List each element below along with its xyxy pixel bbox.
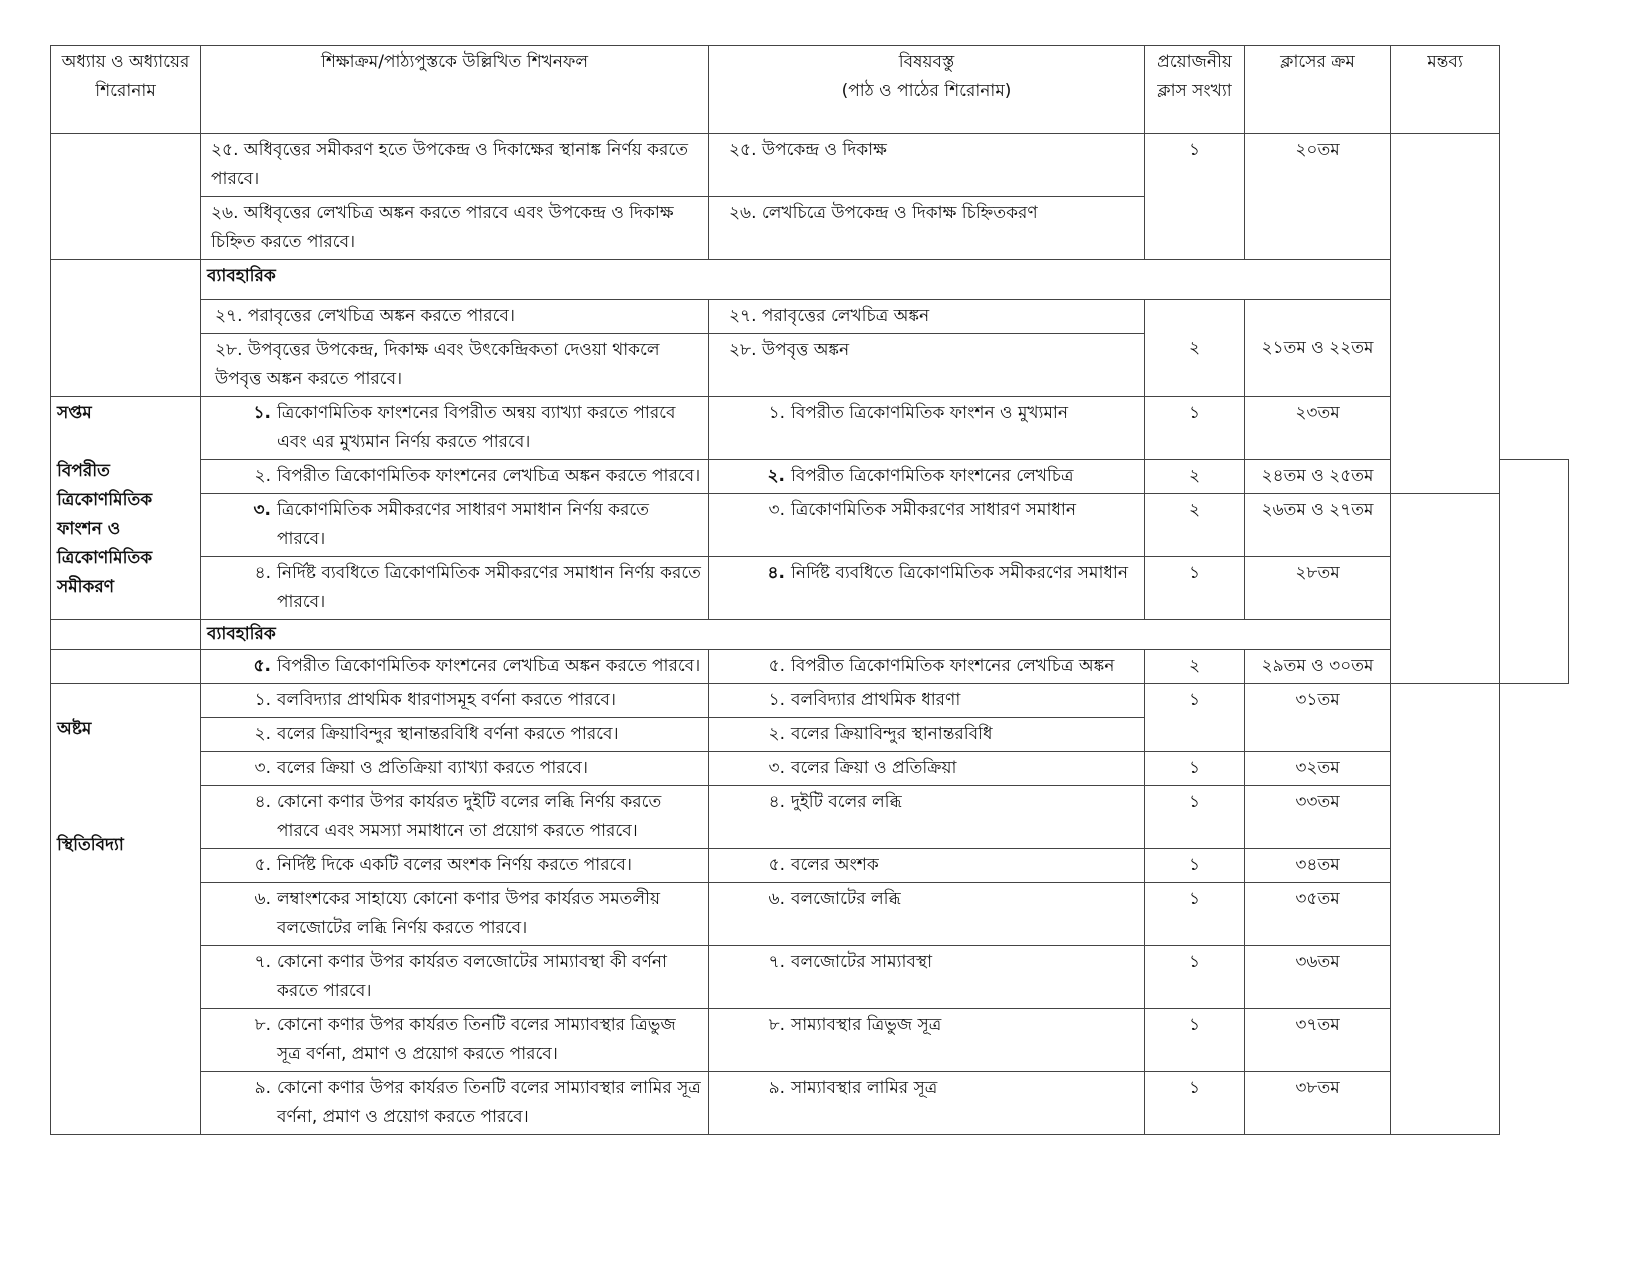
outcome-cell: ২. বলের ক্রিয়াবিন্দুর স্থানান্তরবিধি বর্ণনা করতে পারবে। [201, 718, 709, 752]
outcome-cell: ২. বিপরীত ত্রিকোণমিতিক ফাংশনের লেখচিত্র অঙ্কন করতে পারবে। [201, 460, 709, 494]
outcome-cell: ৮. কোনো কণার উপর কার্যরত তিনটি বলের সাম্যাবস্থার ত্রিভুজ সূত্র বর্ণনা, প্রমাণ ও প্রয়োগ করতে পারবে। [201, 1009, 709, 1072]
table-row [51, 260, 1569, 300]
classes-cell: ১ [1145, 1072, 1245, 1135]
table-row [51, 752, 1569, 786]
outcome-cell: ১. ত্রিকোণমিতিক ফাংশনের বিপরীত অন্বয় ব্যাখ্যা করতে পারবে এবং এর মুখ্যমান নির্ণয় করতে পারবে। [201, 397, 709, 460]
table-row [51, 883, 1569, 946]
content-cell: ৬. বলজোটের লব্ধি [709, 883, 1145, 946]
outcome-cell: ৫. নির্দিষ্ট দিকে একটি বলের অংশক নির্ণয় করতে পারবে। [201, 849, 709, 883]
header-chapter: অধ্যায় ও অধ্যায়ের শিরোনাম [51, 46, 201, 134]
remark-cell [1500, 460, 1569, 684]
remark-cell [1391, 684, 1500, 1135]
content-cell: ২৫. উপকেন্দ্র ও দিকাক্ষ [709, 134, 1145, 197]
lesson-plan-page [50, 45, 1569, 1135]
order-cell: ২৩তম [1245, 397, 1391, 460]
content-cell: ৯. সাম্যাবস্থার লামির সূত্র [709, 1072, 1145, 1135]
practical-heading: ব্যাবহারিক [201, 260, 1391, 300]
classes-cell: ১ [1145, 946, 1245, 1009]
header-order: ক্লাসের ক্রম [1245, 46, 1391, 134]
classes-cell: ১ [1145, 134, 1245, 260]
outcome-cell: ২৫. অধিবৃত্তের সমীকরণ হতে উপকেন্দ্র ও দিকাক্ষের স্থানাঙ্ক নির্ণয় করতে পারবে। [201, 134, 709, 197]
header-content [709, 46, 1145, 134]
order-cell: ২১তম ও ২২তম [1245, 300, 1391, 397]
order-cell: ২৬তম ও ২৭তম [1245, 494, 1391, 557]
content-cell: ৩. বলের ক্রিয়া ও প্রতিক্রিয়া [709, 752, 1145, 786]
classes-cell: ১ [1145, 752, 1245, 786]
chapter-8-title: স্থিতিবিদ্যা [57, 835, 124, 855]
table-row [51, 684, 1569, 718]
content-cell: ৫. বিপরীত ত্রিকোণমিতিক ফাংশনের লেখচিত্র অঙ্কন [709, 650, 1145, 684]
chapter-7-label: সপ্তম [57, 403, 92, 423]
table-row [51, 557, 1569, 620]
table-header-row [51, 46, 1569, 134]
chapter-cell [51, 260, 201, 397]
table-row [51, 494, 1569, 557]
remark-cell [1391, 134, 1500, 494]
outcome-cell: ৩. ত্রিকোণমিতিক সমীকরণের সাধারণ সমাধান নির্ণয় করতে পারবে। [201, 494, 709, 557]
order-cell: ৩২তম [1245, 752, 1391, 786]
outcome-cell: ২৭. পরাবৃত্তের লেখচিত্র অঙ্কন করতে পারবে। [201, 300, 709, 334]
content-cell: ১. বিপরীত ত্রিকোণমিতিক ফাংশন ও মুখ্যমান [709, 397, 1145, 460]
table-row [51, 849, 1569, 883]
outcome-cell: ৫. বিপরীত ত্রিকোণমিতিক ফাংশনের লেখচিত্র অঙ্কন করতে পারবে। [201, 650, 709, 684]
table-row [51, 650, 1569, 684]
classes-cell: ১ [1145, 786, 1245, 849]
table-row [51, 134, 1569, 197]
lesson-plan-table [50, 45, 1569, 1135]
chapter-8-label: অষ্টম [57, 719, 92, 739]
content-cell: ২৮. উপবৃত্ত অঙ্কন [709, 334, 1145, 397]
chapter-7-title: বিপরীত ত্রিকোণমিতিক ফাংশন ও ত্রিকোণমিতিক সমীকরণ [57, 461, 153, 597]
outcome-cell: ৪. কোনো কণার উপর কার্যরত দুইটি বলের লব্ধি নির্ণয় করতে পারবে এবং সমস্যা সমাধানে তা প্রয়োগ করতে পারবে। [201, 786, 709, 849]
order-cell: ৩১তম [1245, 684, 1391, 752]
chapter-cell [51, 684, 201, 1135]
header-remark: মন্তব্য [1391, 46, 1500, 134]
outcome-cell: ৩. বলের ক্রিয়া ও প্রতিক্রিয়া ব্যাখ্যা করতে পারবে। [201, 752, 709, 786]
order-cell: ৩৮তম [1245, 1072, 1391, 1135]
content-cell: ৫. বলের অংশক [709, 849, 1145, 883]
classes-cell: ২ [1145, 650, 1245, 684]
outcome-cell: ৪. নির্দিষ্ট ব্যবধিতে ত্রিকোণমিতিক সমীকরণের সমাধান নির্ণয় করতে পারবে। [201, 557, 709, 620]
order-cell: ২৯তম ও ৩০তম [1245, 650, 1391, 684]
table-row [51, 397, 1569, 460]
header-content-line1: বিষয়বস্তু [898, 52, 955, 72]
table-row [51, 620, 1569, 650]
table-row [51, 1072, 1569, 1135]
order-cell: ৩৭তম [1245, 1009, 1391, 1072]
header-outcome: শিক্ষাক্রম/পাঠ্যপুস্তকে উল্লিখিত শিখনফল [201, 46, 709, 134]
classes-cell: ১ [1145, 397, 1245, 460]
header-content-line2: (পাঠ ও পাঠের শিরোনাম) [841, 81, 1012, 101]
content-cell: ১. বলবিদ্যার প্রাথমিক ধারণা [709, 684, 1145, 718]
classes-cell: ১ [1145, 1009, 1245, 1072]
content-cell: ৪. নির্দিষ্ট ব্যবধিতে ত্রিকোণমিতিক সমীকরণের সমাধান [709, 557, 1145, 620]
practical-heading: ব্যাবহারিক [201, 620, 1391, 650]
content-cell: ৮. সাম্যাবস্থার ত্রিভুজ সূত্র [709, 1009, 1145, 1072]
content-cell: ৩. ত্রিকোণমিতিক সমীকরণের সাধারণ সমাধান [709, 494, 1145, 557]
outcome-cell: ১. বলবিদ্যার প্রাথমিক ধারণাসমূহ বর্ণনা করতে পারবে। [201, 684, 709, 718]
chapter-cell [51, 134, 201, 260]
outcome-cell: ২৬. অধিবৃত্তের লেখচিত্র অঙ্কন করতে পারবে এবং উপকেন্দ্র ও দিকাক্ষ চিহ্নিত করতে পারবে। [201, 197, 709, 260]
chapter-cell [51, 650, 201, 684]
content-cell: ৪. দুইটি বলের লব্ধি [709, 786, 1145, 849]
chapter-cell [51, 397, 201, 620]
outcome-cell: ২৮. উপবৃত্তের উপকেন্দ্র, দিকাক্ষ এবং উৎকেন্দ্রিকতা দেওয়া থাকলে উপবৃত্ত অঙ্কন করতে পারবে। [201, 334, 709, 397]
content-cell: ২. বিপরীত ত্রিকোণমিতিক ফাংশনের লেখচিত্র [709, 460, 1145, 494]
content-cell: ২৬. লেখচিত্রে উপকেন্দ্র ও দিকাক্ষ চিহ্নিতকরণ [709, 197, 1145, 260]
order-cell: ৩৫তম [1245, 883, 1391, 946]
classes-cell: ১ [1145, 883, 1245, 946]
table-row [51, 946, 1569, 1009]
chapter-cell [51, 620, 201, 650]
order-cell: ৩৪তম [1245, 849, 1391, 883]
order-cell: ২৪তম ও ২৫তম [1245, 460, 1391, 494]
classes-cell: ১ [1145, 557, 1245, 620]
table-row [51, 460, 1569, 494]
order-cell: ৩৩তম [1245, 786, 1391, 849]
order-cell: ৩৬তম [1245, 946, 1391, 1009]
classes-cell: ১ [1145, 849, 1245, 883]
classes-cell: ১ [1145, 684, 1245, 752]
outcome-cell: ৭. কোনো কণার উপর কার্যরত বলজোটের সাম্যাবস্থা কী বর্ণনা করতে পারবে। [201, 946, 709, 1009]
content-cell: ৭. বলজোটের সাম্যাবস্থা [709, 946, 1145, 1009]
outcome-cell: ৯. কোনো কণার উপর কার্যরত তিনটি বলের সাম্যাবস্থার লামির সূত্র বর্ণনা, প্রমাণ ও প্রয়োগ করতে পারবে। [201, 1072, 709, 1135]
classes-cell: ২ [1145, 460, 1245, 494]
classes-cell: ২ [1145, 300, 1245, 397]
header-classes: প্রয়োজনীয় ক্লাস সংখ্যা [1145, 46, 1245, 134]
order-cell: ২০তম [1245, 134, 1391, 260]
table-row [51, 786, 1569, 849]
classes-cell: ২ [1145, 494, 1245, 557]
table-row [51, 1009, 1569, 1072]
table-row [51, 300, 1569, 334]
order-cell: ২৮তম [1245, 557, 1391, 620]
content-cell: ২৭. পরাবৃত্তের লেখচিত্র অঙ্কন [709, 300, 1145, 334]
content-cell: ২. বলের ক্রিয়াবিন্দুর স্থানান্তরবিধি [709, 718, 1145, 752]
outcome-cell: ৬. লম্বাংশকের সাহায্যে কোনো কণার উপর কার্যরত সমতলীয় বলজোটের লব্ধি নির্ণয় করতে পারবে। [201, 883, 709, 946]
